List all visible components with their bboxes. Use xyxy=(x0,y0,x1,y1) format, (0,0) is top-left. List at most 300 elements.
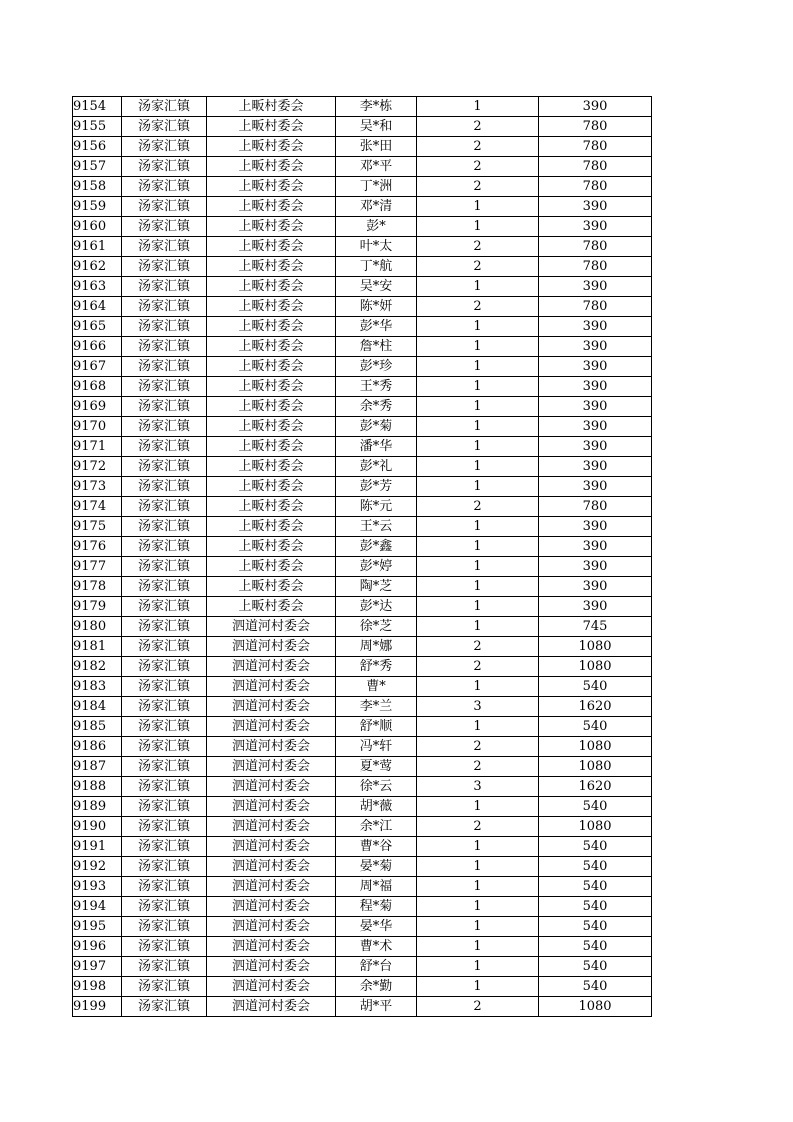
amount-cell: 390 xyxy=(539,597,652,617)
table-row xyxy=(73,597,652,617)
count-cell: 2 xyxy=(417,637,539,657)
table-row xyxy=(73,617,652,637)
table-row xyxy=(73,757,652,777)
count-cell: 1 xyxy=(417,557,539,577)
count-cell: 2 xyxy=(417,657,539,677)
village-committee-cell: 上畈村委会 xyxy=(207,277,336,297)
row-number-cell: 9171 xyxy=(73,437,122,457)
table-row xyxy=(73,437,652,457)
row-number-cell: 9181 xyxy=(73,637,122,657)
row-number-cell: 9193 xyxy=(73,877,122,897)
town-cell: 汤家汇镇 xyxy=(122,217,207,237)
row-number-cell: 9172 xyxy=(73,457,122,477)
row-number-cell: 9167 xyxy=(73,357,122,377)
amount-cell: 780 xyxy=(539,497,652,517)
count-cell: 3 xyxy=(417,777,539,797)
town-cell: 汤家汇镇 xyxy=(122,277,207,297)
name-cell: 程*菊 xyxy=(336,897,417,917)
table-row xyxy=(73,197,652,217)
row-number-cell: 9182 xyxy=(73,657,122,677)
village-committee-cell: 泗道河村委会 xyxy=(207,657,336,677)
row-number-cell: 9165 xyxy=(73,317,122,337)
name-cell: 周*福 xyxy=(336,877,417,897)
count-cell: 2 xyxy=(417,497,539,517)
row-number-cell: 9195 xyxy=(73,917,122,937)
count-cell: 1 xyxy=(417,217,539,237)
town-cell: 汤家汇镇 xyxy=(122,377,207,397)
amount-cell: 390 xyxy=(539,397,652,417)
row-number-cell: 9191 xyxy=(73,837,122,857)
amount-cell: 390 xyxy=(539,457,652,477)
count-cell: 3 xyxy=(417,697,539,717)
town-cell: 汤家汇镇 xyxy=(122,577,207,597)
village-committee-cell: 上畈村委会 xyxy=(207,577,336,597)
village-committee-cell: 上畈村委会 xyxy=(207,197,336,217)
village-committee-cell: 泗道河村委会 xyxy=(207,757,336,777)
amount-cell: 1080 xyxy=(539,997,652,1017)
data-table xyxy=(72,96,652,1017)
amount-cell: 780 xyxy=(539,297,652,317)
village-committee-cell: 上畈村委会 xyxy=(207,257,336,277)
village-committee-cell: 上畈村委会 xyxy=(207,477,336,497)
table-row xyxy=(73,397,652,417)
row-number-cell: 9188 xyxy=(73,777,122,797)
village-committee-cell: 泗道河村委会 xyxy=(207,897,336,917)
village-committee-cell: 上畈村委会 xyxy=(207,357,336,377)
table-row xyxy=(73,857,652,877)
amount-cell: 540 xyxy=(539,957,652,977)
amount-cell: 540 xyxy=(539,917,652,937)
count-cell: 2 xyxy=(417,757,539,777)
village-committee-cell: 上畈村委会 xyxy=(207,397,336,417)
amount-cell: 540 xyxy=(539,797,652,817)
name-cell: 曹*谷 xyxy=(336,837,417,857)
name-cell: 舒*秀 xyxy=(336,657,417,677)
row-number-cell: 9173 xyxy=(73,477,122,497)
village-committee-cell: 上畈村委会 xyxy=(207,457,336,477)
name-cell: 叶*太 xyxy=(336,237,417,257)
row-number-cell: 9162 xyxy=(73,257,122,277)
table-row xyxy=(73,697,652,717)
village-committee-cell: 泗道河村委会 xyxy=(207,917,336,937)
amount-cell: 390 xyxy=(539,477,652,497)
table-row xyxy=(73,897,652,917)
village-committee-cell: 泗道河村委会 xyxy=(207,857,336,877)
town-cell: 汤家汇镇 xyxy=(122,177,207,197)
village-committee-cell: 泗道河村委会 xyxy=(207,717,336,737)
row-number-cell: 9187 xyxy=(73,757,122,777)
row-number-cell: 9198 xyxy=(73,977,122,997)
town-cell: 汤家汇镇 xyxy=(122,997,207,1017)
amount-cell: 540 xyxy=(539,937,652,957)
name-cell: 舒*台 xyxy=(336,957,417,977)
village-committee-cell: 泗道河村委会 xyxy=(207,957,336,977)
table-row xyxy=(73,937,652,957)
table-row xyxy=(73,337,652,357)
name-cell: 周*娜 xyxy=(336,637,417,657)
name-cell: 王*秀 xyxy=(336,377,417,397)
table-row xyxy=(73,497,652,517)
amount-cell: 390 xyxy=(539,577,652,597)
table-row xyxy=(73,637,652,657)
table-row xyxy=(73,177,652,197)
amount-cell: 390 xyxy=(539,417,652,437)
name-cell: 彭*达 xyxy=(336,597,417,617)
table-row xyxy=(73,817,652,837)
amount-cell: 390 xyxy=(539,337,652,357)
table-row xyxy=(73,557,652,577)
table-row xyxy=(73,457,652,477)
name-cell: 潘*华 xyxy=(336,437,417,457)
name-cell: 徐*云 xyxy=(336,777,417,797)
town-cell: 汤家汇镇 xyxy=(122,457,207,477)
village-committee-cell: 上畈村委会 xyxy=(207,437,336,457)
row-number-cell: 9186 xyxy=(73,737,122,757)
count-cell: 1 xyxy=(417,877,539,897)
table-row xyxy=(73,577,652,597)
row-number-cell: 9184 xyxy=(73,697,122,717)
town-cell: 汤家汇镇 xyxy=(122,657,207,677)
row-number-cell: 9159 xyxy=(73,197,122,217)
table-row xyxy=(73,877,652,897)
count-cell: 1 xyxy=(417,897,539,917)
count-cell: 2 xyxy=(417,257,539,277)
amount-cell: 390 xyxy=(539,537,652,557)
count-cell: 1 xyxy=(417,677,539,697)
count-cell: 2 xyxy=(417,737,539,757)
count-cell: 1 xyxy=(417,417,539,437)
table-row xyxy=(73,957,652,977)
table-row xyxy=(73,377,652,397)
count-cell: 2 xyxy=(417,237,539,257)
count-cell: 2 xyxy=(417,177,539,197)
name-cell: 胡*平 xyxy=(336,997,417,1017)
name-cell: 邓*清 xyxy=(336,197,417,217)
name-cell: 彭*芳 xyxy=(336,477,417,497)
village-committee-cell: 上畈村委会 xyxy=(207,137,336,157)
name-cell: 冯*轩 xyxy=(336,737,417,757)
count-cell: 1 xyxy=(417,337,539,357)
town-cell: 汤家汇镇 xyxy=(122,557,207,577)
amount-cell: 1080 xyxy=(539,817,652,837)
amount-cell: 390 xyxy=(539,97,652,117)
village-committee-cell: 上畈村委会 xyxy=(207,117,336,137)
village-committee-cell: 上畈村委会 xyxy=(207,337,336,357)
count-cell: 1 xyxy=(417,797,539,817)
count-cell: 1 xyxy=(417,277,539,297)
row-number-cell: 9163 xyxy=(73,277,122,297)
name-cell: 王*云 xyxy=(336,517,417,537)
amount-cell: 1080 xyxy=(539,657,652,677)
town-cell: 汤家汇镇 xyxy=(122,677,207,697)
town-cell: 汤家汇镇 xyxy=(122,297,207,317)
count-cell: 1 xyxy=(417,937,539,957)
count-cell: 1 xyxy=(417,857,539,877)
count-cell: 2 xyxy=(417,297,539,317)
town-cell: 汤家汇镇 xyxy=(122,937,207,957)
village-committee-cell: 上畈村委会 xyxy=(207,557,336,577)
row-number-cell: 9190 xyxy=(73,817,122,837)
row-number-cell: 9194 xyxy=(73,897,122,917)
town-cell: 汤家汇镇 xyxy=(122,257,207,277)
name-cell: 丁*洲 xyxy=(336,177,417,197)
village-committee-cell: 泗道河村委会 xyxy=(207,737,336,757)
row-number-cell: 9157 xyxy=(73,157,122,177)
table-row xyxy=(73,977,652,997)
name-cell: 余*秀 xyxy=(336,397,417,417)
name-cell: 夏*莺 xyxy=(336,757,417,777)
town-cell: 汤家汇镇 xyxy=(122,897,207,917)
town-cell: 汤家汇镇 xyxy=(122,317,207,337)
name-cell: 彭*珍 xyxy=(336,357,417,377)
table-row xyxy=(73,777,652,797)
table-row xyxy=(73,217,652,237)
count-cell: 1 xyxy=(417,317,539,337)
amount-cell: 780 xyxy=(539,117,652,137)
row-number-cell: 9170 xyxy=(73,417,122,437)
row-number-cell: 9176 xyxy=(73,537,122,557)
village-committee-cell: 上畈村委会 xyxy=(207,177,336,197)
amount-cell: 390 xyxy=(539,437,652,457)
village-committee-cell: 泗道河村委会 xyxy=(207,637,336,657)
town-cell: 汤家汇镇 xyxy=(122,537,207,557)
town-cell: 汤家汇镇 xyxy=(122,797,207,817)
town-cell: 汤家汇镇 xyxy=(122,977,207,997)
town-cell: 汤家汇镇 xyxy=(122,837,207,857)
amount-cell: 1080 xyxy=(539,637,652,657)
name-cell: 吴*和 xyxy=(336,117,417,137)
town-cell: 汤家汇镇 xyxy=(122,817,207,837)
town-cell: 汤家汇镇 xyxy=(122,237,207,257)
amount-cell: 540 xyxy=(539,897,652,917)
table-row xyxy=(73,137,652,157)
village-committee-cell: 泗道河村委会 xyxy=(207,997,336,1017)
row-number-cell: 9180 xyxy=(73,617,122,637)
table-row xyxy=(73,277,652,297)
village-committee-cell: 上畈村委会 xyxy=(207,537,336,557)
count-cell: 1 xyxy=(417,717,539,737)
amount-cell: 390 xyxy=(539,197,652,217)
name-cell: 彭*菊 xyxy=(336,417,417,437)
village-committee-cell: 泗道河村委会 xyxy=(207,837,336,857)
row-number-cell: 9177 xyxy=(73,557,122,577)
town-cell: 汤家汇镇 xyxy=(122,397,207,417)
name-cell: 吴*安 xyxy=(336,277,417,297)
name-cell: 张*田 xyxy=(336,137,417,157)
amount-cell: 390 xyxy=(539,357,652,377)
row-number-cell: 9174 xyxy=(73,497,122,517)
table-row xyxy=(73,737,652,757)
count-cell: 1 xyxy=(417,97,539,117)
count-cell: 1 xyxy=(417,957,539,977)
village-committee-cell: 泗道河村委会 xyxy=(207,817,336,837)
name-cell: 曹* xyxy=(336,677,417,697)
village-committee-cell: 上畈村委会 xyxy=(207,317,336,337)
table-row xyxy=(73,357,652,377)
name-cell: 陈*妍 xyxy=(336,297,417,317)
table-row xyxy=(73,677,652,697)
table-row xyxy=(73,157,652,177)
count-cell: 2 xyxy=(417,817,539,837)
village-committee-cell: 上畈村委会 xyxy=(207,297,336,317)
row-number-cell: 9158 xyxy=(73,177,122,197)
amount-cell: 390 xyxy=(539,557,652,577)
count-cell: 1 xyxy=(417,357,539,377)
row-number-cell: 9183 xyxy=(73,677,122,697)
town-cell: 汤家汇镇 xyxy=(122,137,207,157)
town-cell: 汤家汇镇 xyxy=(122,717,207,737)
table-row xyxy=(73,657,652,677)
name-cell: 陈*元 xyxy=(336,497,417,517)
village-committee-cell: 泗道河村委会 xyxy=(207,877,336,897)
name-cell: 彭* xyxy=(336,217,417,237)
name-cell: 徐*芝 xyxy=(336,617,417,637)
amount-cell: 1080 xyxy=(539,737,652,757)
town-cell: 汤家汇镇 xyxy=(122,477,207,497)
table-row xyxy=(73,537,652,557)
town-cell: 汤家汇镇 xyxy=(122,437,207,457)
name-cell: 邓*平 xyxy=(336,157,417,177)
amount-cell: 780 xyxy=(539,157,652,177)
amount-cell: 390 xyxy=(539,377,652,397)
amount-cell: 780 xyxy=(539,177,652,197)
table-row xyxy=(73,837,652,857)
village-committee-cell: 泗道河村委会 xyxy=(207,977,336,997)
town-cell: 汤家汇镇 xyxy=(122,197,207,217)
name-cell: 彭*婷 xyxy=(336,557,417,577)
count-cell: 1 xyxy=(417,377,539,397)
town-cell: 汤家汇镇 xyxy=(122,497,207,517)
amount-cell: 540 xyxy=(539,877,652,897)
town-cell: 汤家汇镇 xyxy=(122,697,207,717)
count-cell: 1 xyxy=(417,977,539,997)
count-cell: 2 xyxy=(417,137,539,157)
name-cell: 晏*华 xyxy=(336,917,417,937)
count-cell: 1 xyxy=(417,437,539,457)
village-committee-cell: 上畈村委会 xyxy=(207,417,336,437)
table-row xyxy=(73,417,652,437)
table-row xyxy=(73,477,652,497)
count-cell: 1 xyxy=(417,917,539,937)
amount-cell: 390 xyxy=(539,517,652,537)
count-cell: 1 xyxy=(417,617,539,637)
town-cell: 汤家汇镇 xyxy=(122,157,207,177)
count-cell: 1 xyxy=(417,837,539,857)
village-committee-cell: 上畈村委会 xyxy=(207,97,336,117)
amount-cell: 390 xyxy=(539,217,652,237)
amount-cell: 390 xyxy=(539,317,652,337)
name-cell: 李*兰 xyxy=(336,697,417,717)
amount-cell: 780 xyxy=(539,237,652,257)
town-cell: 汤家汇镇 xyxy=(122,517,207,537)
name-cell: 余*江 xyxy=(336,817,417,837)
table-row xyxy=(73,517,652,537)
row-number-cell: 9196 xyxy=(73,937,122,957)
amount-cell: 540 xyxy=(539,857,652,877)
count-cell: 2 xyxy=(417,997,539,1017)
name-cell: 余*勤 xyxy=(336,977,417,997)
name-cell: 詹*柱 xyxy=(336,337,417,357)
town-cell: 汤家汇镇 xyxy=(122,777,207,797)
town-cell: 汤家汇镇 xyxy=(122,917,207,937)
amount-cell: 1620 xyxy=(539,697,652,717)
village-committee-cell: 上畈村委会 xyxy=(207,237,336,257)
amount-cell: 540 xyxy=(539,717,652,737)
name-cell: 丁*航 xyxy=(336,257,417,277)
row-number-cell: 9161 xyxy=(73,237,122,257)
village-committee-cell: 泗道河村委会 xyxy=(207,797,336,817)
town-cell: 汤家汇镇 xyxy=(122,757,207,777)
amount-cell: 540 xyxy=(539,977,652,997)
table-row xyxy=(73,997,652,1017)
row-number-cell: 9169 xyxy=(73,397,122,417)
amount-cell: 390 xyxy=(539,277,652,297)
town-cell: 汤家汇镇 xyxy=(122,337,207,357)
name-cell: 彭*礼 xyxy=(336,457,417,477)
table-row xyxy=(73,717,652,737)
village-committee-cell: 泗道河村委会 xyxy=(207,777,336,797)
village-committee-cell: 上畈村委会 xyxy=(207,597,336,617)
name-cell: 彭*鑫 xyxy=(336,537,417,557)
table-row xyxy=(73,97,652,117)
amount-cell: 780 xyxy=(539,137,652,157)
amount-cell: 780 xyxy=(539,257,652,277)
row-number-cell: 9189 xyxy=(73,797,122,817)
town-cell: 汤家汇镇 xyxy=(122,857,207,877)
count-cell: 1 xyxy=(417,537,539,557)
row-number-cell: 9156 xyxy=(73,137,122,157)
village-committee-cell: 上畈村委会 xyxy=(207,497,336,517)
count-cell: 1 xyxy=(417,477,539,497)
village-committee-cell: 泗道河村委会 xyxy=(207,697,336,717)
town-cell: 汤家汇镇 xyxy=(122,97,207,117)
count-cell: 2 xyxy=(417,157,539,177)
town-cell: 汤家汇镇 xyxy=(122,957,207,977)
village-committee-cell: 泗道河村委会 xyxy=(207,617,336,637)
count-cell: 1 xyxy=(417,577,539,597)
table-row xyxy=(73,317,652,337)
town-cell: 汤家汇镇 xyxy=(122,637,207,657)
table-row xyxy=(73,117,652,137)
table-row xyxy=(73,917,652,937)
town-cell: 汤家汇镇 xyxy=(122,417,207,437)
count-cell: 1 xyxy=(417,597,539,617)
row-number-cell: 9199 xyxy=(73,997,122,1017)
village-committee-cell: 上畈村委会 xyxy=(207,157,336,177)
town-cell: 汤家汇镇 xyxy=(122,877,207,897)
row-number-cell: 9178 xyxy=(73,577,122,597)
name-cell: 晏*菊 xyxy=(336,857,417,877)
row-number-cell: 9197 xyxy=(73,957,122,977)
row-number-cell: 9164 xyxy=(73,297,122,317)
name-cell: 舒*顺 xyxy=(336,717,417,737)
count-cell: 2 xyxy=(417,117,539,137)
town-cell: 汤家汇镇 xyxy=(122,737,207,757)
amount-cell: 540 xyxy=(539,677,652,697)
table-row xyxy=(73,257,652,277)
table-row xyxy=(73,297,652,317)
village-committee-cell: 泗道河村委会 xyxy=(207,677,336,697)
town-cell: 汤家汇镇 xyxy=(122,117,207,137)
table-row xyxy=(73,797,652,817)
village-committee-cell: 上畈村委会 xyxy=(207,517,336,537)
row-number-cell: 9192 xyxy=(73,857,122,877)
row-number-cell: 9175 xyxy=(73,517,122,537)
amount-cell: 745 xyxy=(539,617,652,637)
count-cell: 1 xyxy=(417,197,539,217)
name-cell: 曹*术 xyxy=(336,937,417,957)
town-cell: 汤家汇镇 xyxy=(122,617,207,637)
